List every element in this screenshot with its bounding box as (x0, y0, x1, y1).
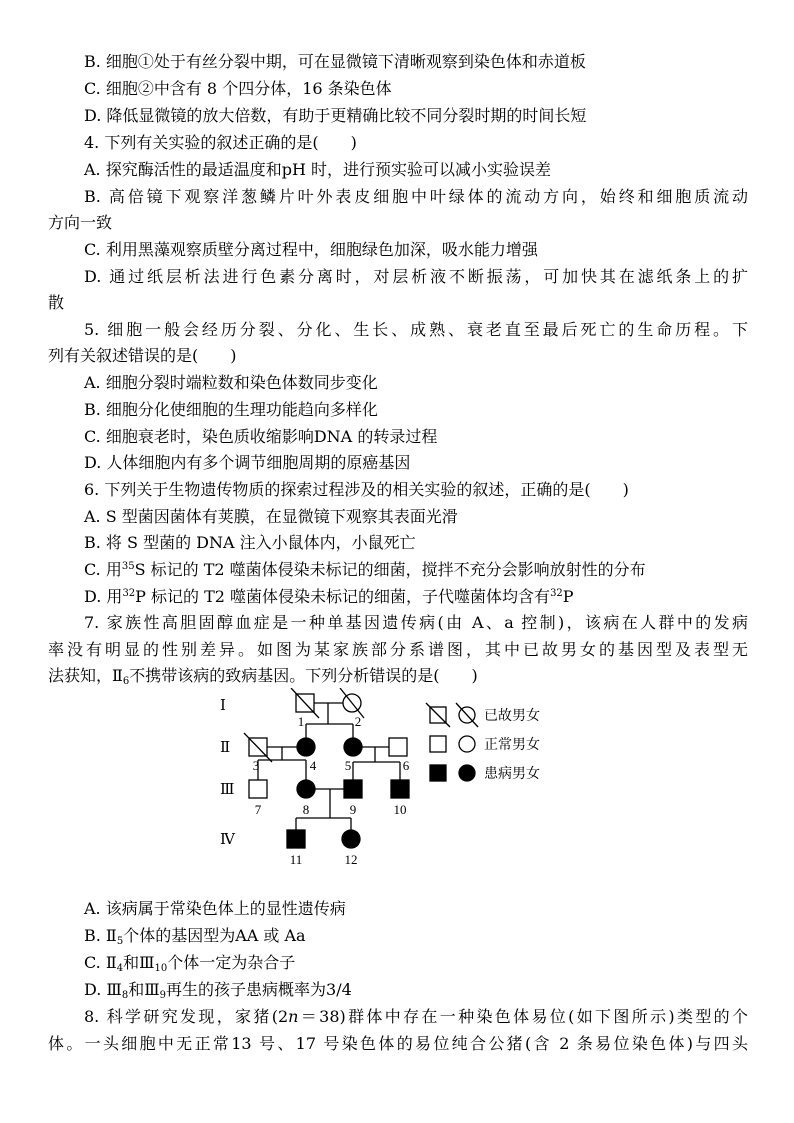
q7-stem-line1: 7. 家族性高胆固醇血症是一种单基因遗传病(由 A、a 控制)，该病在人群中的发病 (84, 613, 748, 632)
q6-stem: 6. 下列关于生物遗传物质的探索过程涉及的相关实验的叙述，正确的是( ) (84, 480, 629, 499)
q7-option-c: C. $Ⅱ_4$和$Ⅲ_{10}$个体一定为杂合子 (84, 953, 296, 974)
individual-number: 5 (344, 758, 352, 773)
q3-option-c: C. 细胞②中含有 8 个四分体，16 条染色体 (84, 79, 392, 98)
individual-number: 2 (354, 714, 362, 729)
individual-number: 11 (289, 852, 303, 867)
q6-option-d: D. 用$^{32}$P 标记的 T2 噬菌体侵染未标记的细菌，子代噬菌体均含有$^{32}$P (84, 587, 574, 606)
q5-option-a: A. 细胞分裂时端粒数和染色体数同步变化 (84, 373, 378, 392)
q3-option-d: D. 降低显微镜的放大倍数，有助于更精确比较不同分裂时期的时间长短 (84, 106, 587, 125)
generation-label-2: Ⅱ (220, 740, 231, 756)
pedigree-diagram (210, 688, 590, 878)
legend-normal-female-symbol (459, 736, 475, 752)
generation-label-3: Ⅲ (220, 782, 235, 798)
generation-label-4: Ⅳ (220, 832, 235, 848)
generation-label-1: Ⅰ (220, 698, 226, 714)
legend-affected-label: 患病男女 (484, 767, 540, 782)
individual-8-affected-female (297, 780, 315, 798)
q7-option-b: B. $Ⅱ_5$个体的基因型为AA 或 Aa (84, 926, 306, 947)
q4-option-a: A. 探究酶活性的最适温度和pH 时，进行预实验可以减小实验误差 (84, 160, 552, 179)
q5-option-b: B. 细胞分化使细胞的生理功能趋向多样化 (84, 400, 378, 419)
q4-option-b-line2: 方向一致 (48, 213, 113, 232)
q4-option-c: C. 利用黑藻观察质壁分离过程中，细胞绿色加深，吸水能力增强 (84, 240, 538, 259)
q4-option-d-line2: 散 (48, 293, 65, 312)
legend-affected-male-symbol (430, 765, 446, 781)
q4-stem: 4. 下列有关实验的叙述正确的是( ) (84, 133, 357, 152)
q6-option-c: C. 用$^{35}$S 标记的 T2 噬菌体侵染未标记的细菌，搅拌不充分会影响放射性的分布 (84, 560, 646, 579)
q5-stem-line1: 5. 细胞一般会经历分裂、分化、生长、成熟、衰老直至最后死亡的生命历程。下 (84, 320, 748, 339)
individual-11-affected-male (287, 830, 305, 848)
q7-stem-line3: 法获知，$Ⅱ_6$不携带该病的致病基因。下列分析错误的是( ) (48, 666, 478, 687)
individual-number: 12 (344, 852, 358, 867)
individual-9-affected-male (344, 780, 362, 798)
q5-option-d: D. 人体细胞内有多个调节细胞周期的原癌基因 (84, 453, 411, 472)
individual-number: 1 (297, 714, 305, 729)
individual-4-affected-female (297, 738, 315, 756)
q5-option-c: C. 细胞衰老时，染色质收缩影响DNA 的转录过程 (84, 427, 438, 446)
individual-10-affected-male (391, 780, 409, 798)
q5-stem-line2: 列有关叙述错误的是( ) (48, 346, 237, 365)
legend-normal-male-symbol (430, 736, 446, 752)
individual-7-normal-male (249, 780, 267, 798)
individual-number: 3 (252, 758, 260, 773)
q4-option-d-line1: D. 通过纸层析法进行色素分离时，对层析液不断振荡，可加快其在滤纸条上的扩 (84, 267, 748, 286)
legend-affected-female-symbol (459, 765, 475, 781)
individual-5-affected-female (344, 738, 362, 756)
individual-number: 7 (254, 802, 262, 817)
individual-number: 8 (302, 802, 310, 817)
q7-stem-line2: 率没有明显的性别差异。如图为某家族部分系谱图，其中已故男女的基因型及表型无 (48, 640, 748, 659)
q3-option-b: B. 细胞①处于有丝分裂中期，可在显微镜下清晰观察到染色体和赤道板 (84, 52, 586, 71)
individual-12-affected-female (342, 830, 360, 848)
legend-normal-label: 正常男女 (484, 738, 540, 753)
individual-number: 9 (349, 802, 357, 817)
individual-6-normal-male (389, 738, 407, 756)
q8-stem-line2: 体。一头细胞中无正常13 号、17 号染色体的易位纯合公猪(含 2 条易位染色体)与四头 (48, 1034, 748, 1053)
q4-option-b-line1: B. 高倍镜下观察洋葱鳞片叶外表皮细胞中叶绿体的流动方向，始终和细胞质流动 (84, 187, 748, 206)
q8-stem-line1: 8. 科学研究发现，家猪(2n＝38)群体中存在一种染色体易位(如下图所示)类型的个 (84, 1007, 748, 1026)
q6-option-a: A. S 型菌因菌体有荚膜，在显微镜下观察其表面光滑 (84, 507, 458, 526)
q6-option-b: B. 将 S 型菌的 DNA 注入小鼠体内，小鼠死亡 (84, 533, 416, 552)
q7-option-a: A. 该病属于常染色体上的显性遗传病 (84, 899, 346, 918)
individual-number: 10 (393, 802, 407, 817)
q7-option-d: D. $Ⅲ_8$和$Ⅲ_9$再生的孩子患病概率为3/4 (84, 980, 352, 1001)
legend-dead-label: 已故男女 (484, 709, 540, 724)
individual-number: 4 (309, 758, 317, 773)
individual-number: 6 (402, 758, 410, 773)
